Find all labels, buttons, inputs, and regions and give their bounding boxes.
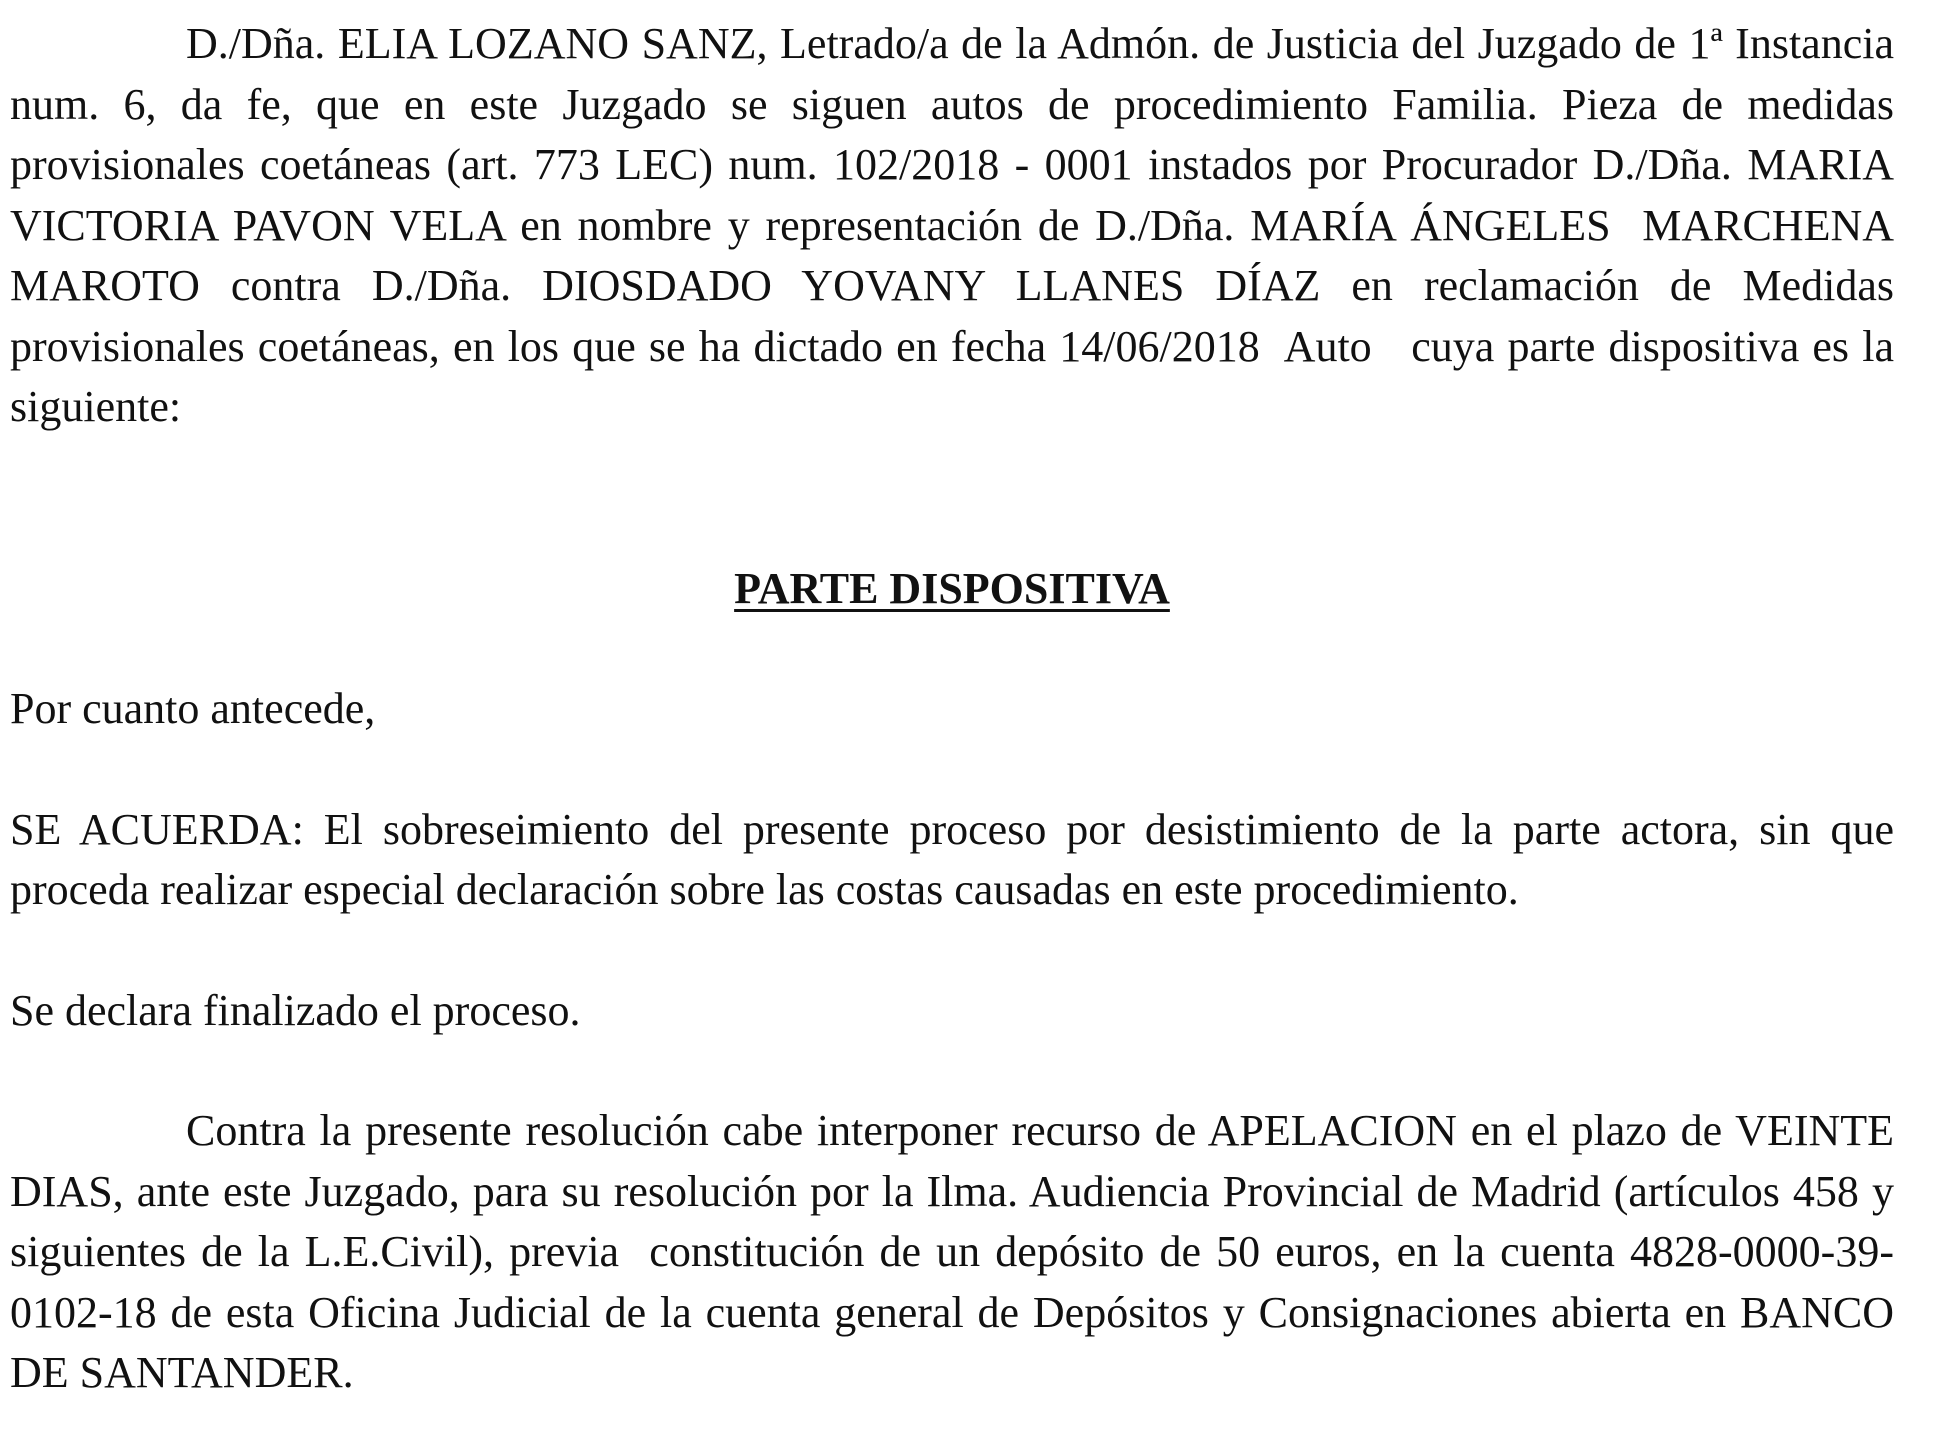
recurso-paragraph: Contra la presente resolución cabe interponer recurso de APELACION en el plazo de VEINTE DIAS, ante este Juzgado, para su resolución por la Ilma. Audiencia Provincial de Madrid (artículos 458 y siguientes de la L.E.Civil), previa constitución de un depósito de 50 euros, en la cuenta 4828-0000-39-0102-18 de esta Oficina Judicial de la cuenta general de Depósitos y Consignaciones abierta en BANCO DE SANTANDER. (10, 1106, 1905, 1397)
spacer (10, 438, 1894, 559)
document-page (10, 14, 1905, 1404)
spacer (10, 740, 1894, 800)
por-cuanto-paragraph: Por cuanto antecede, (10, 684, 376, 733)
section-heading: PARTE DISPOSITIVA (734, 563, 1170, 613)
spacer (10, 921, 1894, 981)
spacer (10, 1041, 1894, 1101)
finalizado-paragraph: Se declara finalizado el proceso. (10, 985, 581, 1035)
intro-paragraph: D./Dña. ELIA LOZANO SANZ, Letrado/a de la Admón. de Justicia del Juzgado de 1ª Instancia num. 6, da fe, que en este Juzgado se siguen autos de procedimiento Familia. Pieza de medidas provisionales coetáneas (art. 773 LEC) num. 102/2018 - 0001 instados por Procurador D./Dña. MARIA VICTORIA PAVON VELA en nombre y representación de D./Dña. MARÍA ÁNGELES MARCHENA MAROTO contra D./Dña. DIOSDADO YOVANY LLANES DÍAZ en reclamación de Medidas provisionales coetáneas, en los que se ha dictado en fecha 14/06/2018 Auto cuya parte dispositiva es la siguiente: (10, 19, 1905, 431)
spacer (10, 619, 1894, 679)
se-acuerda-paragraph: SE ACUERDA: El sobreseimiento del presente proceso por desistimiento de la parte actora, sin que proceda realizar especial declaración sobre las costas causadas en este procedimiento. (10, 804, 1894, 914)
